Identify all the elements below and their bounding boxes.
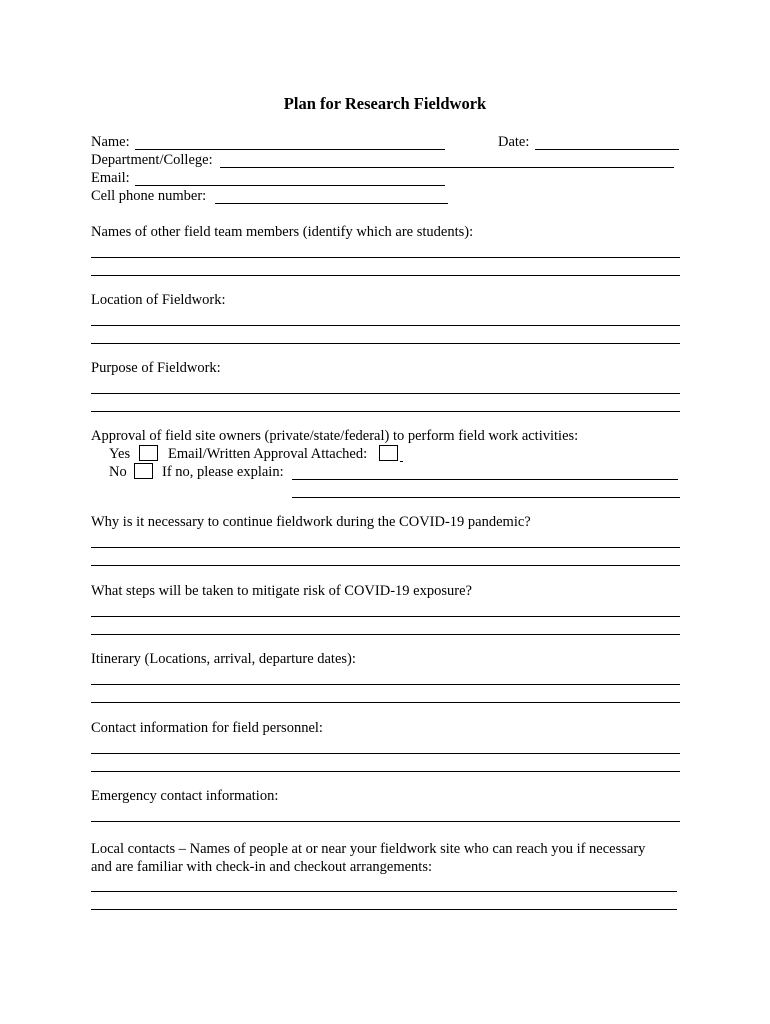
contact-info-label: Contact information for field personnel: xyxy=(91,720,323,736)
itinerary-line-1[interactable] xyxy=(91,684,680,685)
department-field[interactable] xyxy=(220,167,674,168)
team-members-line-1[interactable] xyxy=(91,257,680,258)
date-label: Date: xyxy=(498,134,530,150)
approval-attached-underline xyxy=(400,461,403,462)
covid-mitigation-label: What steps will be taken to mitigate risk of COVID-19 exposure? xyxy=(91,583,472,599)
local-contacts-label-2: and are familiar with check-in and checkout arrangements: xyxy=(91,859,432,875)
local-contacts-line-2[interactable] xyxy=(91,909,677,910)
approval-attached-label: Email/Written Approval Attached: xyxy=(168,446,368,462)
approval-explain-line-2[interactable] xyxy=(292,497,680,498)
covid-mitigation-line-2[interactable] xyxy=(91,634,680,635)
covid-necessity-line-2[interactable] xyxy=(91,565,680,566)
purpose-line-1[interactable] xyxy=(91,393,680,394)
itinerary-label: Itinerary (Locations, arrival, departure dates): xyxy=(91,651,356,667)
email-label: Email: xyxy=(91,170,130,186)
approval-explain-label: If no, please explain: xyxy=(162,464,284,480)
approval-yes-label: Yes xyxy=(109,446,131,462)
contact-info-line-2[interactable] xyxy=(91,771,680,772)
covid-necessity-label: Why is it necessary to continue fieldwork during the COVID-19 pandemic? xyxy=(91,514,531,530)
covid-mitigation-line-1[interactable] xyxy=(91,616,680,617)
approval-explain-line-1[interactable] xyxy=(292,479,678,480)
local-contacts-label-1: Local contacts – Names of people at or near your fieldwork site who can reach you if necessary xyxy=(91,841,646,857)
page-title: Plan for Research Fieldwork xyxy=(283,94,487,113)
contact-info-line-1[interactable] xyxy=(91,753,680,754)
date-field[interactable] xyxy=(535,149,679,150)
covid-necessity-line-1[interactable] xyxy=(91,547,680,548)
cell-phone-field[interactable] xyxy=(215,203,448,204)
approval-yes-checkbox[interactable] xyxy=(139,445,158,461)
location-line-2[interactable] xyxy=(91,343,680,344)
purpose-label: Purpose of Fieldwork: xyxy=(91,360,221,376)
itinerary-line-2[interactable] xyxy=(91,702,680,703)
location-line-1[interactable] xyxy=(91,325,680,326)
emergency-contact-line-1[interactable] xyxy=(91,821,680,822)
name-field[interactable] xyxy=(135,149,445,150)
approval-no-label: No xyxy=(109,464,127,480)
cell-phone-label: Cell phone number: xyxy=(91,188,207,204)
approval-attached-checkbox[interactable] xyxy=(379,445,398,461)
team-members-line-2[interactable] xyxy=(91,275,680,276)
purpose-line-2[interactable] xyxy=(91,411,680,412)
approval-no-checkbox[interactable] xyxy=(134,463,153,479)
approval-label: Approval of field site owners (private/state/federal) to perform field work activities: xyxy=(91,428,579,444)
team-members-label: Names of other field team members (identify which are students): xyxy=(91,224,474,240)
emergency-contact-label: Emergency contact information: xyxy=(91,788,279,804)
name-label: Name: xyxy=(91,134,130,150)
location-label: Location of Fieldwork: xyxy=(91,292,226,308)
local-contacts-line-1[interactable] xyxy=(91,891,677,892)
department-label: Department/College: xyxy=(91,152,213,168)
email-field[interactable] xyxy=(135,185,445,186)
